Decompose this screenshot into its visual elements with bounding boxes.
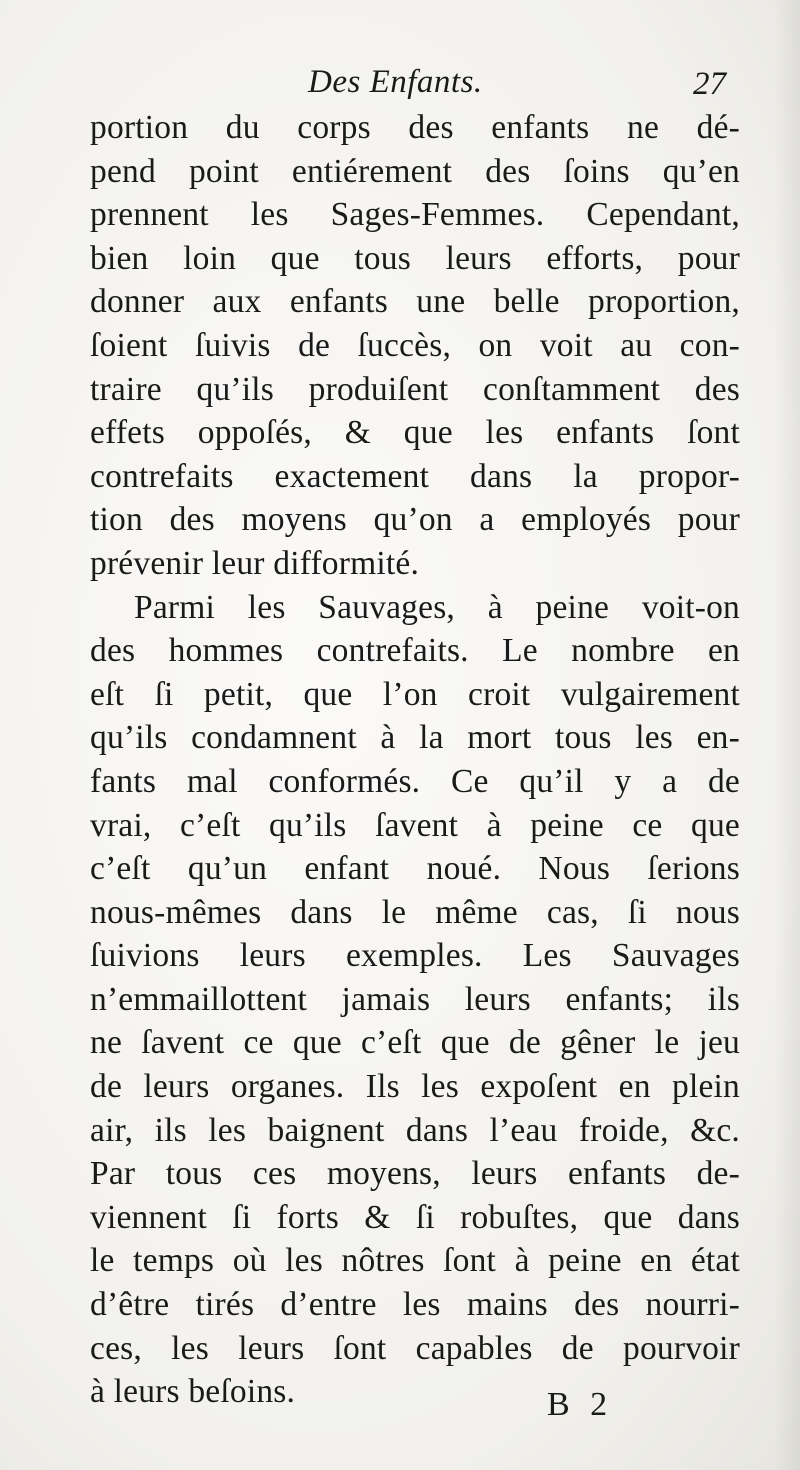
text-line: effets oppoſés, & que les enfants ſont [90,414,740,452]
text-line: fants mal conformés. Ce qu’il y a de [90,762,740,800]
text-line: d’être tirés d’entre les mains des nourri- [90,1286,740,1324]
text-line: qu’ils condamnent à la mort tous les en- [90,719,740,757]
running-title: Des Enfants. [308,64,483,100]
signature-mark: B 2 [547,1386,614,1423]
text-line: donner aux enfants une belle proportion, [90,283,740,321]
body-text [90,106,740,1414]
page-number: 27 [693,66,726,102]
text-line: de leurs organes. Ils les expoſent en plein [90,1068,740,1106]
text-line: c’eſt qu’un enfant noué. Nous ſerions [90,850,740,888]
text-line: viennent ſi forts & ſi robuſtes, que dans [90,1198,740,1236]
text-line: le temps où les nôtres ſont à peine en état [90,1242,740,1280]
text-line: vrai, c’eſt qu’ils ſavent à peine ce que [90,806,740,844]
text-line: ſuivions leurs exemples. Les Sauvages [90,937,740,975]
text-line: air, ils les baignent dans l’eau froide, &c. [90,1111,740,1149]
text-line: Par tous ces moyens, leurs enfants de- [90,1155,740,1193]
text-line: prévenir leur difformité. [90,544,420,582]
text-line: nous-mêmes dans le même cas, ſi nous [90,893,740,931]
text-line: ſoient ſuivis de ſuccès, on voit au con- [90,326,740,364]
text-line: bien loin que tous leurs efforts, pour [90,239,740,277]
page-header [0,64,800,104]
text-line: eſt ſi petit, que l’on croit vulgairement [90,675,740,713]
text-line: Parmi les Sauvages, à peine voit-on [134,588,740,626]
text-line: tion des moyens qu’on a employés pour [90,501,740,539]
text-line: pend point entiérement des ſoins qu’en [90,152,740,190]
page-edge-shadow [774,0,800,1470]
text-line: ces, les leurs ſont capables de pourvoir [90,1329,740,1367]
text-line: n’emmaillottent jamais leurs enfants; ils [90,980,740,1018]
paragraph-1 [90,106,740,586]
text-line: des hommes contrefaits. Le nombre en [90,632,740,670]
text-line: traire qu’ils produiſent conſtamment des [90,370,740,408]
text-line: ne ſavent ce que c’eſt que de gêner le jeu [90,1024,740,1062]
paragraph-2 [90,586,740,1414]
text-line: contrefaits exactement dans la propor- [90,457,740,495]
text-line: portion du corps des enfants ne dé- [90,109,740,146]
text-line: prennent les Sages-Femmes. Cependant, [90,196,740,234]
text-line: à leurs beſoins. [90,1373,296,1411]
